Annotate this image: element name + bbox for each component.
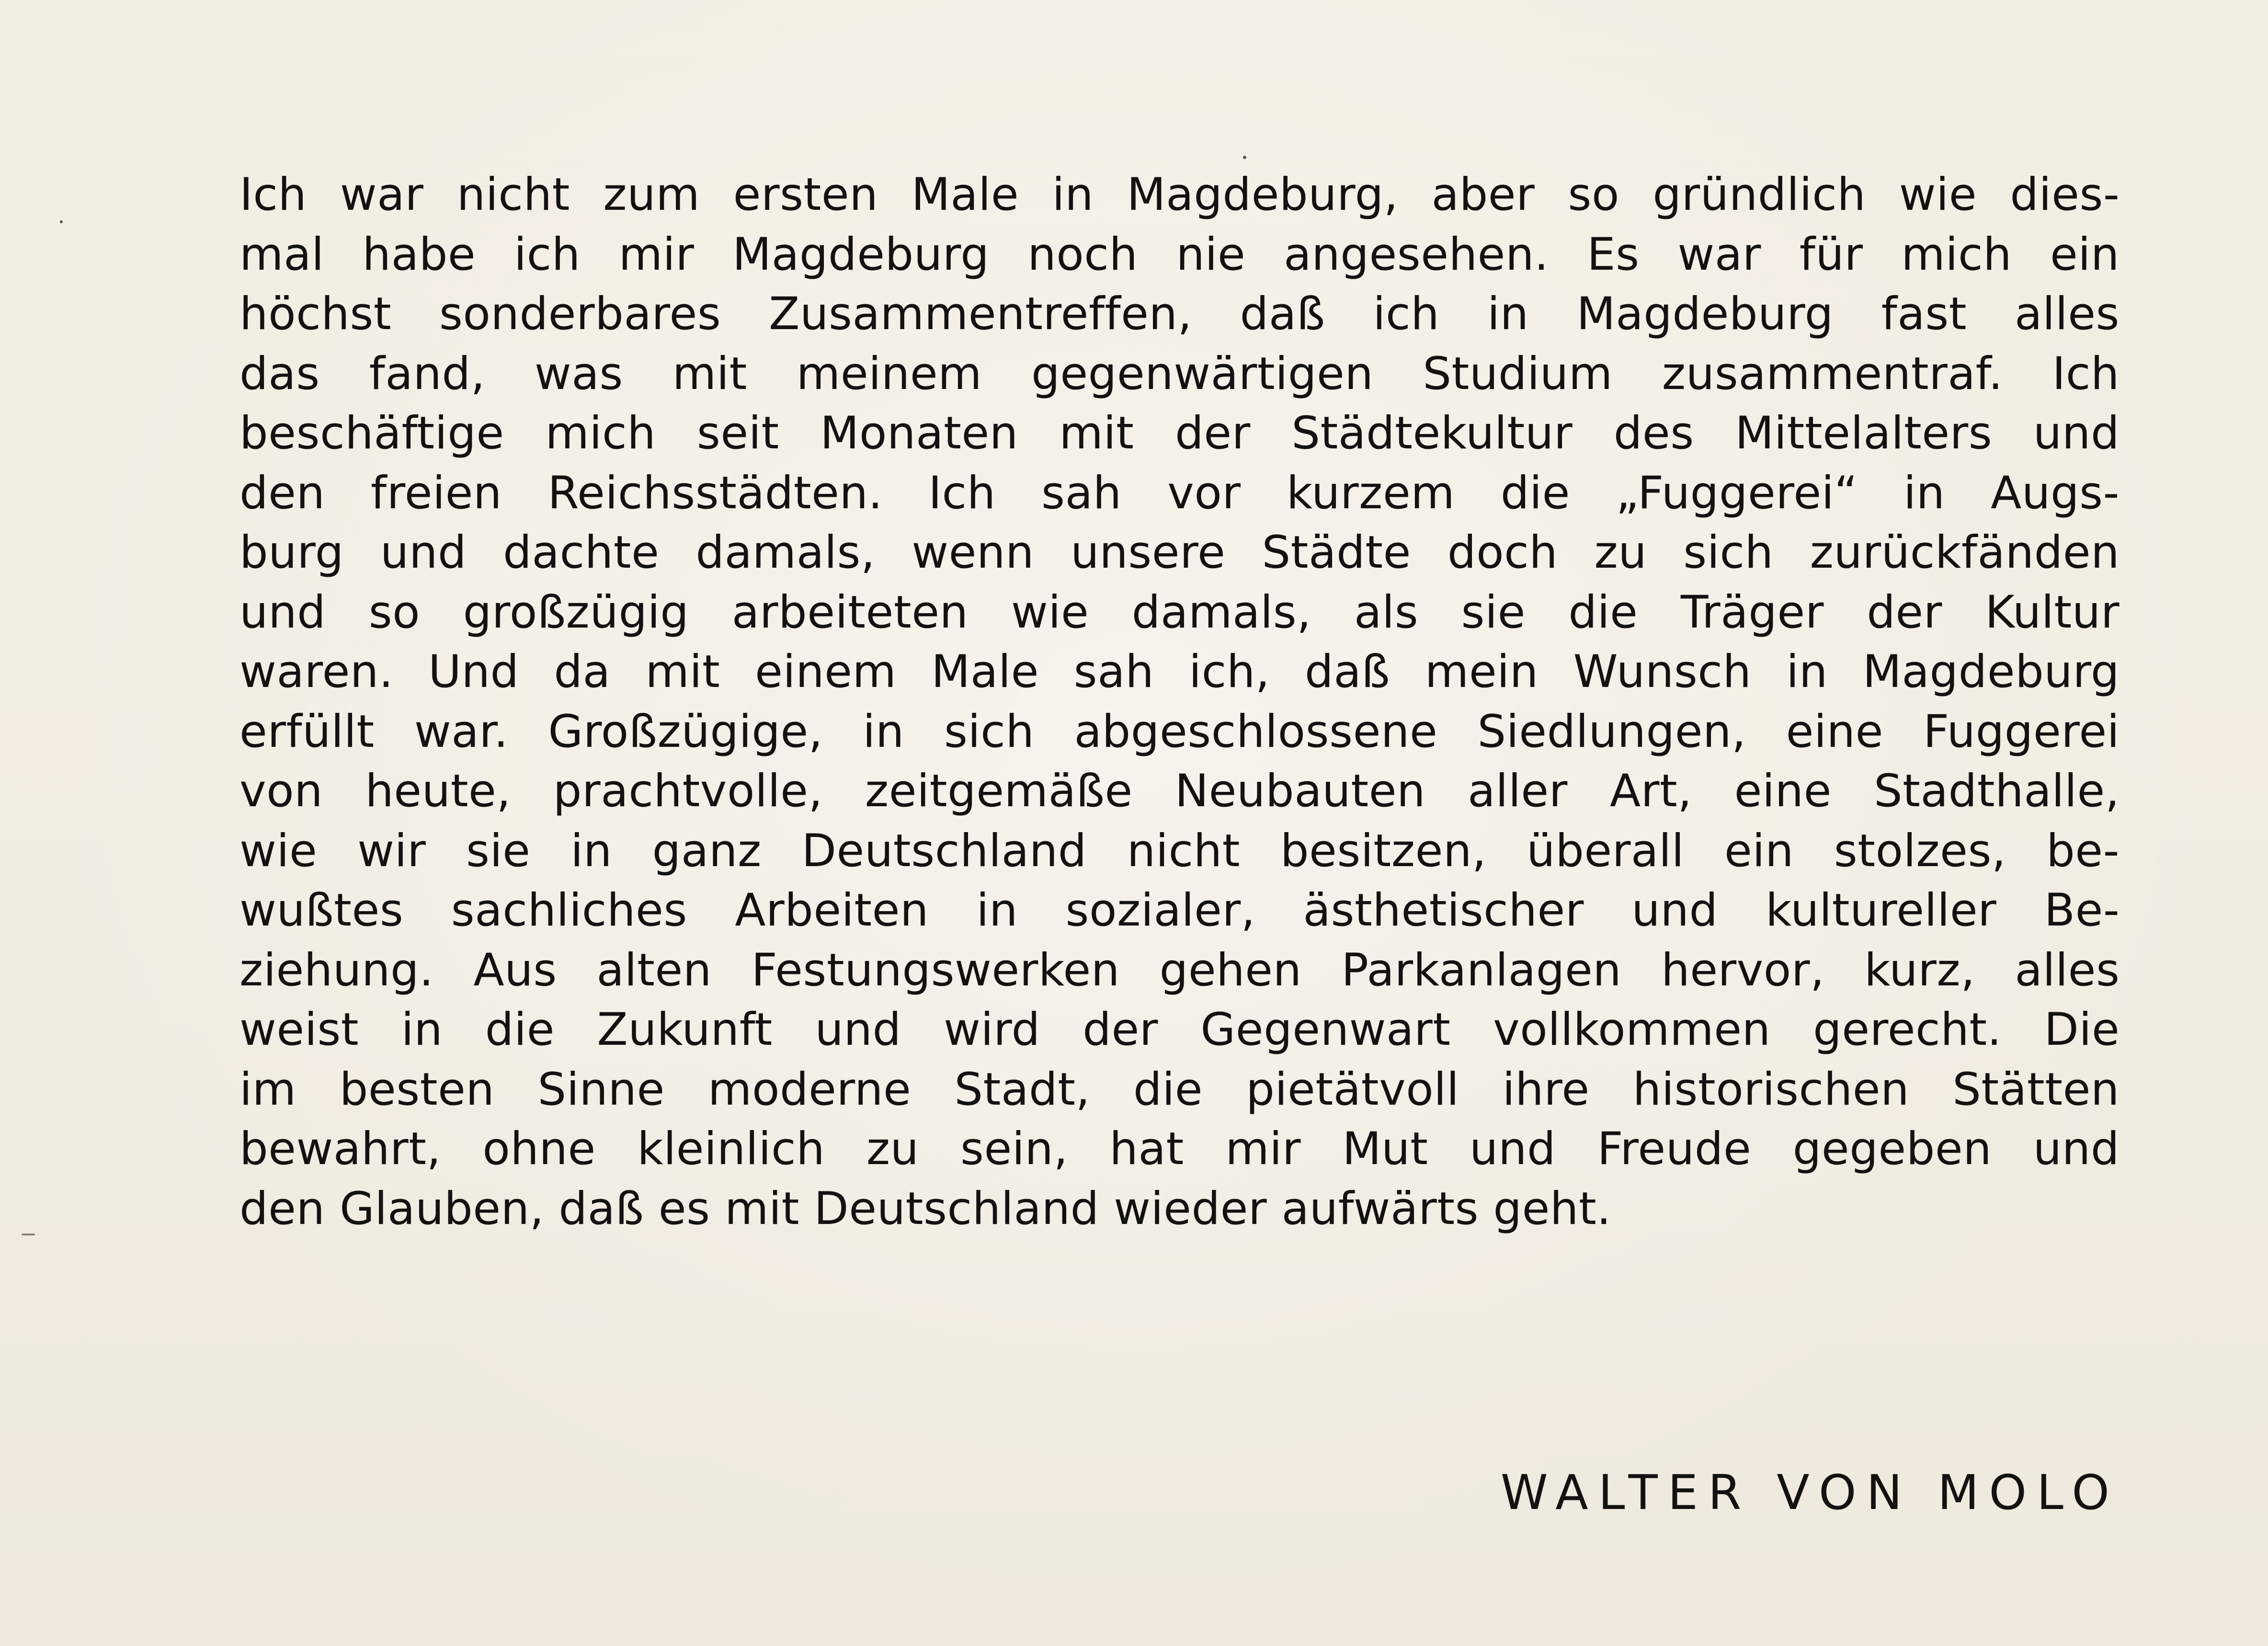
text-line: das fand, was mit meinem gegenwärtigen Studium zusammentraf. Ich [239, 347, 2120, 400]
text-line: höchst sonderbares Zusammentreffen, daß ich in Magdeburg fast alles [239, 288, 2120, 340]
text-line: ziehung. Aus alten Festungswerken gehen Parkanlagen hervor, kurz, alles [239, 944, 2120, 996]
paper-mark [22, 1234, 35, 1235]
text-line: weist in die Zukunft und wird der Gegenwart vollkommen gerecht. Die [239, 1004, 2120, 1056]
body-paragraph [239, 165, 2120, 1239]
text-line: bewahrt, ohne kleinlich zu sein, hat mir Mut und Freude gegeben und [239, 1123, 2120, 1175]
paper-speck [60, 220, 63, 223]
text-line: und so großzügig arbeiteten wie damals, als sie die Träger der Kultur [239, 586, 2120, 639]
text-line: erfüllt war. Großzügige, in sich abgeschlossene Siedlungen, eine Fuggerei [239, 705, 2120, 758]
text-line: im besten Sinne moderne Stadt, die pietätvoll ihre historischen Stätten [239, 1063, 2120, 1116]
text-line: den Glauben, daß es mit Deutschland wieder aufwärts geht. [239, 1182, 1611, 1235]
author-signature: WALTER VON MOLO [1500, 1464, 2120, 1520]
text-line: wußtes sachliches Arbeiten in sozialer, ästhetischer und kultureller Be- [239, 884, 2120, 937]
text-line: den freien Reichsstädten. Ich sah vor kurzem die „Fuggerei“ in Augs- [239, 467, 2120, 519]
paper-speck [1243, 156, 1246, 159]
text-line: waren. Und da mit einem Male sah ich, daß mein Wunsch in Magdeburg [239, 646, 2120, 698]
text-line: Ich war nicht zum ersten Male in Magdeburg, aber so gründlich wie dies- [239, 169, 2120, 221]
text-line: von heute, prachtvolle, zeitgemäße Neubauten aller Art, eine Stadthalle, [239, 765, 2120, 817]
text-line: beschäftige mich seit Monaten mit der Städtekultur des Mittelalters und [239, 407, 2120, 459]
text-line: burg und dachte damals, wenn unsere Städte doch zu sich zurückfänden [239, 526, 2120, 579]
text-line: mal habe ich mir Magdeburg noch nie angesehen. Es war für mich ein [239, 228, 2120, 281]
text-line: wie wir sie in ganz Deutschland nicht besitzen, überall ein stolzes, be- [239, 824, 2120, 877]
